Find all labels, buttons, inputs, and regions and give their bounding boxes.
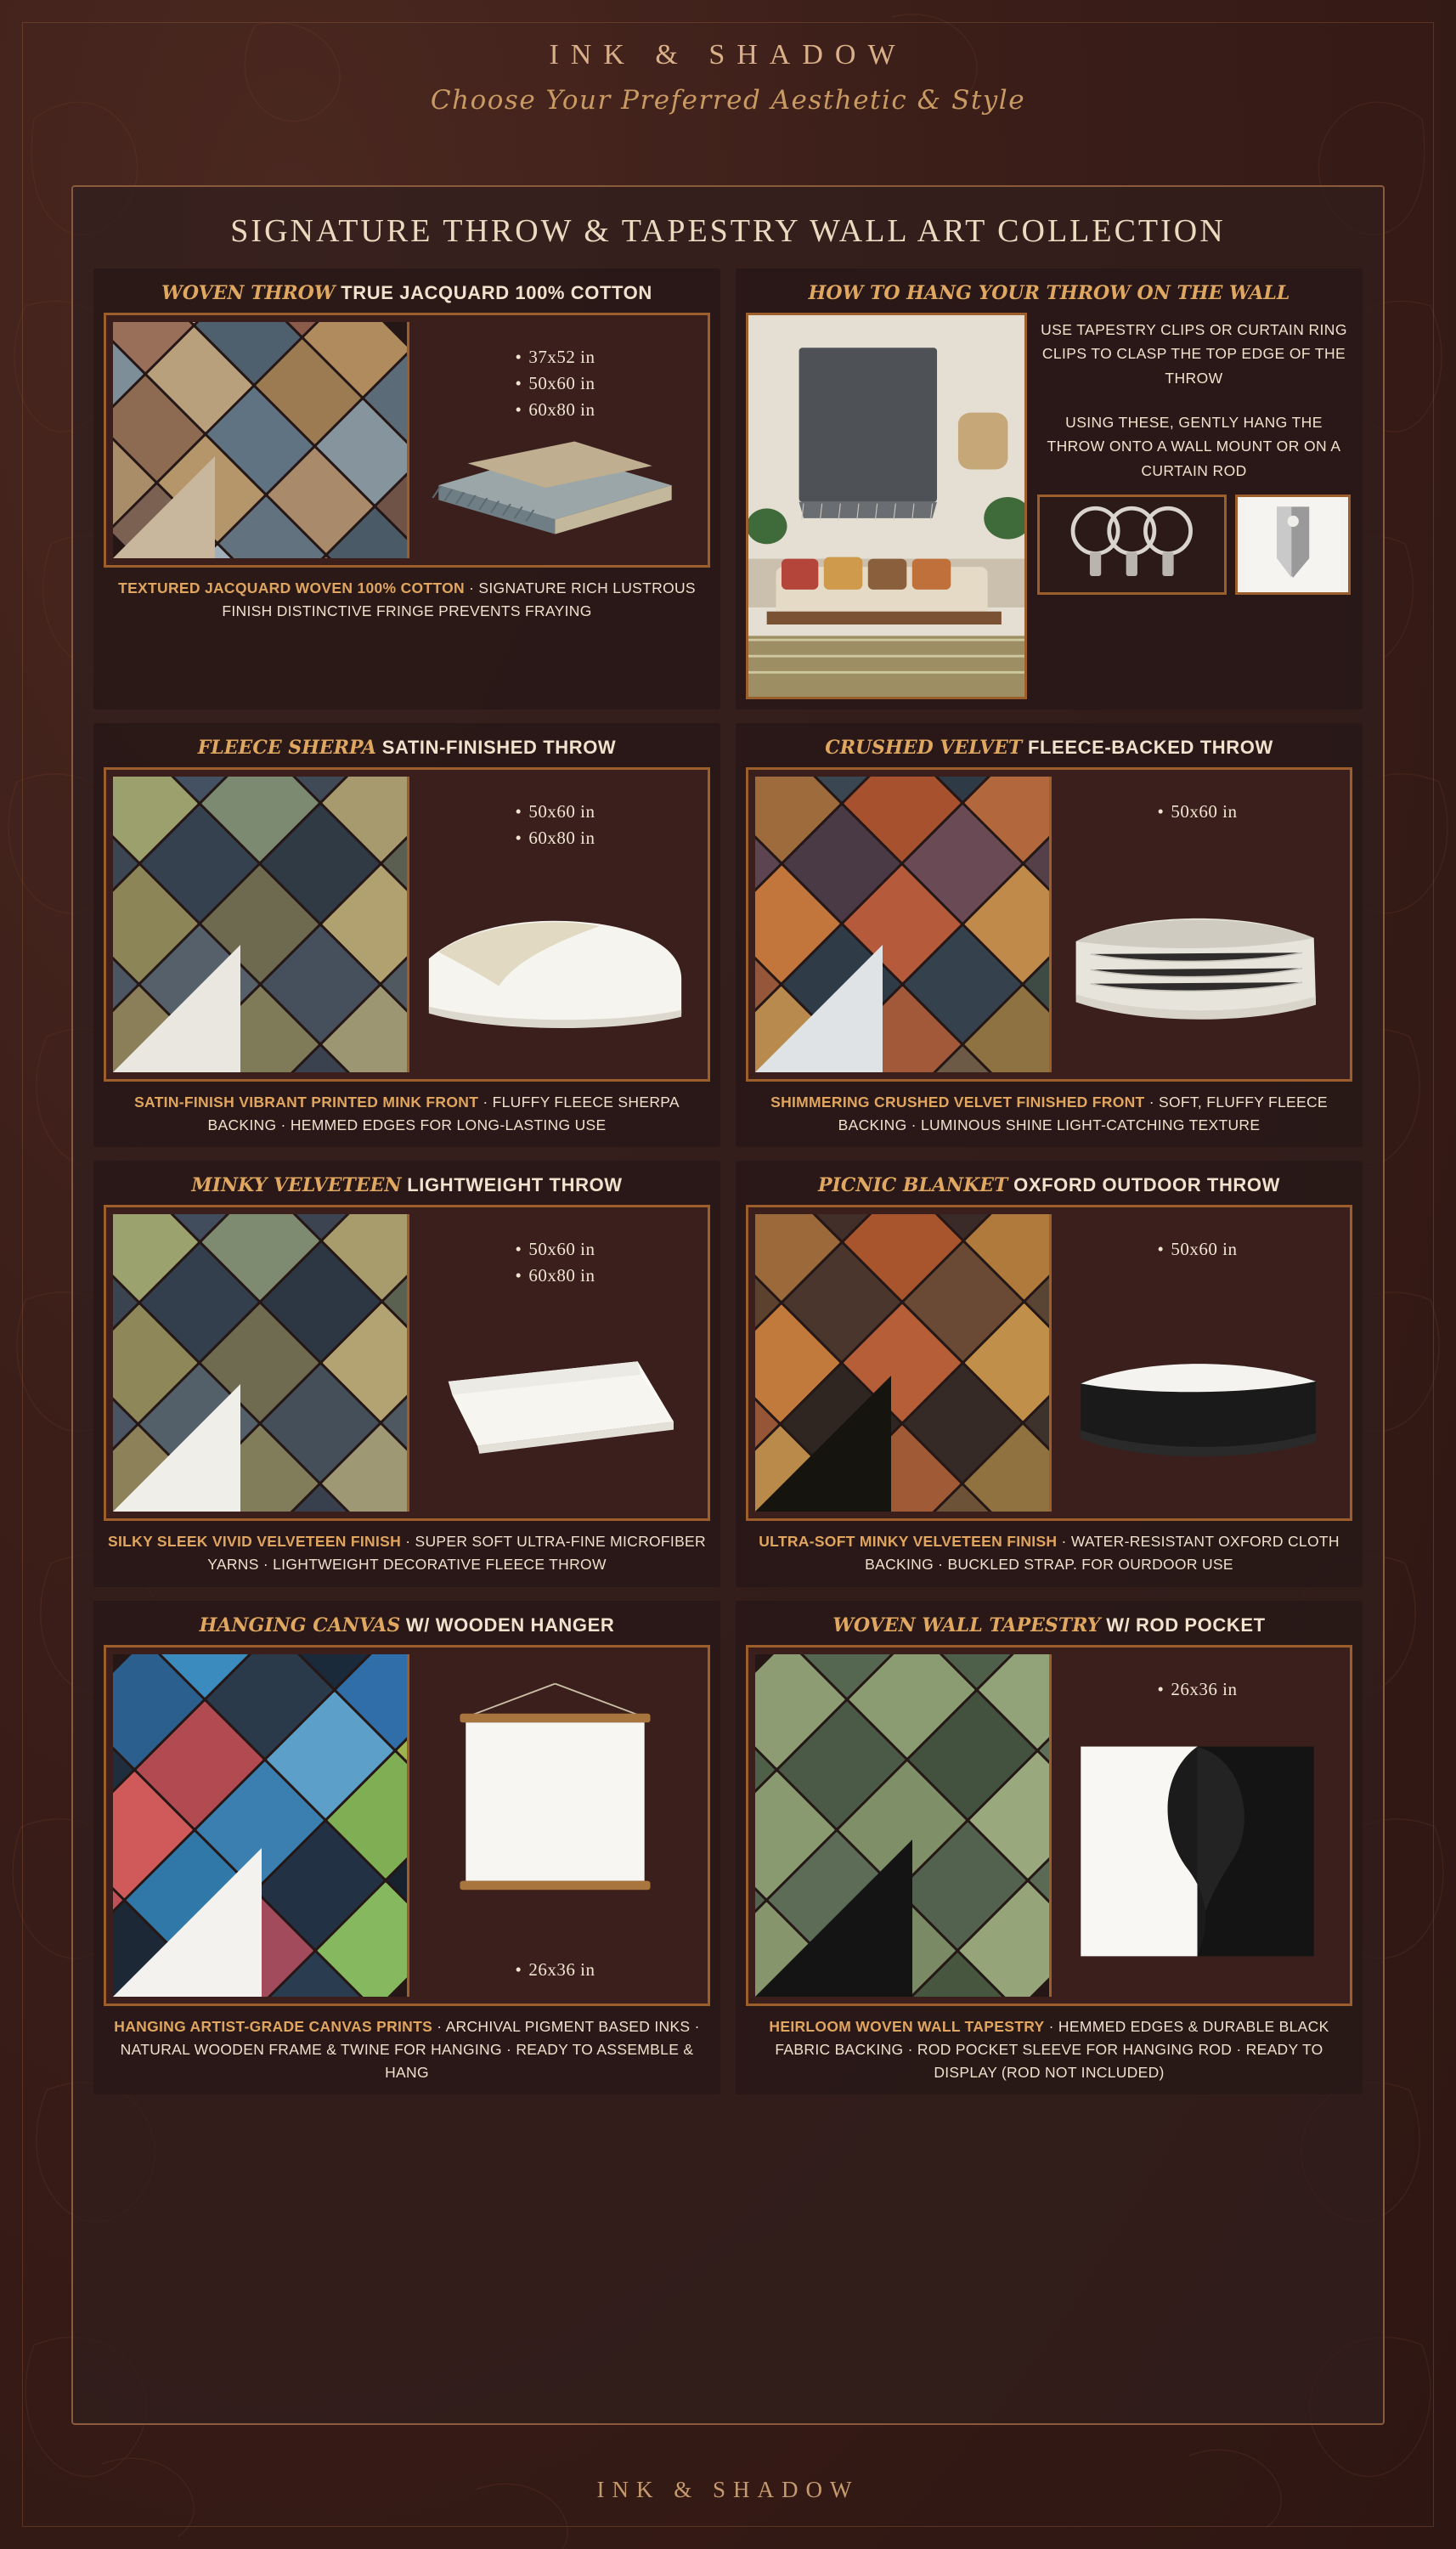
fabric-fold-corner xyxy=(755,1376,891,1512)
product-panel xyxy=(746,1645,1352,2006)
card-title-emphasis: CRUSHED VELVET xyxy=(825,737,1023,759)
product-grid xyxy=(93,268,1363,2094)
card-title-rest: W/ ROD POCKET xyxy=(1106,1614,1266,1636)
card-title xyxy=(104,1609,710,1645)
fabric-fold-corner xyxy=(113,1848,262,1997)
card-hanging-canvas xyxy=(93,1601,720,2094)
tapestry-clip-image xyxy=(1235,495,1351,595)
size-item: • 37x52 in xyxy=(515,347,595,367)
card-caption: HANGING ARTIST-GRADE CANVAS PRINTS · ARCHIVAL PIGMENT BASED INKS · NATURAL WOODEN FRAME & TWINE FOR HANGING · READY TO ASSEMBLE & HANG xyxy=(114,2017,700,2081)
product-panel xyxy=(104,313,710,568)
card-crushed-velvet xyxy=(736,723,1363,1147)
product-swatch-image xyxy=(755,1654,1049,1997)
page-tagline: Choose Your Preferred Aesthetic & Style xyxy=(430,85,1026,116)
size-item: • 60x80 in xyxy=(515,399,595,420)
howto-paragraph-1: USE TAPESTRY CLIPS OR CURTAIN RING CLIPS TO CLASP THE TOP EDGE OF THE THROW xyxy=(1041,321,1347,387)
product-panel xyxy=(104,1205,710,1521)
card-caption: ULTRA-SOFT MINKY VELVETEEN FINISH · WATER-RESISTANT OXFORD CLOTH BACKING · BUCKLED STRAP. FOR OURDOOR USE xyxy=(759,1533,1340,1574)
product-swatch-image xyxy=(113,322,407,558)
folded-minky-illustration xyxy=(409,1321,701,1482)
room-photo xyxy=(746,313,1027,699)
size-item: • 50x60 in xyxy=(1157,801,1238,822)
card-title xyxy=(104,1169,710,1205)
card-title xyxy=(746,1609,1352,1645)
card-title-rest: W/ WOODEN HANGER xyxy=(405,1614,615,1636)
fabric-fold-corner xyxy=(113,1384,240,1512)
product-detail-image xyxy=(1049,1654,1343,1997)
card-woven-throw xyxy=(93,268,720,709)
folded-picnic-illustration xyxy=(1052,1315,1343,1488)
card-caption: TEXTURED JACQUARD WOVEN 100% COTTON · SIGNATURE RICH LUSTROUS FINISH DISTINCTIVE FRINGE PREVENTS FRAYING xyxy=(118,579,696,620)
size-item: • 60x80 in xyxy=(515,828,595,848)
card-title-emphasis: WOVEN WALL TAPESTRY xyxy=(832,1614,1101,1636)
howto-title: HOW TO HANG YOUR THROW ON THE WALL xyxy=(808,282,1290,304)
size-list xyxy=(409,1957,701,1983)
card-title-rest: OXFORD OUTDOOR THROW xyxy=(1013,1174,1280,1196)
size-item: • 50x60 in xyxy=(1157,1239,1238,1260)
size-item: • 60x80 in xyxy=(515,1265,595,1286)
card-caption: SILKY SLEEK VIVID VELVETEEN FINISH · SUPER SOFT ULTRA-FINE MICROFIBER YARNS · LIGHTWEIGHT DECORATIVE FLEECE THROW xyxy=(108,1533,706,1574)
howto-right xyxy=(1036,313,1352,699)
fabric-fold-corner xyxy=(755,945,883,1072)
card-title xyxy=(746,277,1352,313)
product-panel xyxy=(746,767,1352,1082)
page-title: SIGNATURE THROW & TAPESTRY WALL ART COLLECTION xyxy=(230,213,1226,249)
product-detail-image xyxy=(1049,1214,1343,1512)
size-item: • 26x36 in xyxy=(515,1958,595,1980)
size-item: • 50x60 in xyxy=(515,801,595,822)
folded-velvet-illustration xyxy=(1052,871,1343,1054)
howto-body xyxy=(746,313,1352,699)
size-item: • 50x60 in xyxy=(515,1239,595,1260)
product-detail-image xyxy=(1049,777,1343,1072)
collection-sheet xyxy=(71,185,1385,2425)
size-item: • 50x60 in xyxy=(515,373,595,393)
tapestry-backing-illustration xyxy=(1052,1729,1343,1982)
page-header xyxy=(0,39,1456,116)
card-title xyxy=(746,732,1352,767)
card-title-rest: LIGHTWEIGHT THROW xyxy=(407,1174,623,1196)
card-title-emphasis: PICNIC BLANKET xyxy=(817,1174,1008,1197)
folded-sherpa-illustration xyxy=(409,877,701,1054)
brand-title: INK & SHADOW xyxy=(549,39,907,71)
card-title xyxy=(746,1169,1352,1205)
card-title-emphasis: MINKY VELVETEEN xyxy=(191,1174,402,1197)
product-panel xyxy=(104,1645,710,2006)
card-woven-wall-tapestry xyxy=(736,1601,1363,2094)
folded-throw-illustration xyxy=(409,412,701,558)
fabric-fold-corner xyxy=(755,1840,912,1997)
card-title-rest: SATIN-FINISHED THROW xyxy=(381,737,617,758)
fabric-fold-corner xyxy=(113,456,215,558)
card-caption: SHIMMERING CRUSHED VELVET FINISHED FRONT · SOFT, FLUFFY FLEECE BACKING · LUMINOUS SHINE LIGHT-CATCHING TEXTURE xyxy=(770,1094,1328,1134)
size-item: • 26x36 in xyxy=(1157,1678,1238,1699)
card-title-emphasis: FLEECE SHERPA xyxy=(197,737,376,759)
product-detail-image xyxy=(407,777,701,1072)
canvas-hanger-illustration xyxy=(409,1675,701,1921)
howto-paragraph-2: USING THESE, GENTLY HANG THE THROW ONTO A WALL MOUNT OR ON A CURTAIN ROD xyxy=(1047,414,1341,479)
product-swatch-image xyxy=(113,1214,407,1512)
card-fleece-sherpa xyxy=(93,723,720,1147)
product-detail-image xyxy=(407,1214,701,1512)
card-caption: SATIN-FINISH VIBRANT PRINTED MINK FRONT · FLUFFY FLEECE SHERPA BACKING · HEMMED EDGES FOR LONG-LASTING USE xyxy=(134,1094,680,1134)
card-caption: HEIRLOOM WOVEN WALL TAPESTRY · HEMMED EDGES & DURABLE BLACK FABRIC BACKING · ROD POCKET SLEEVE FOR HANGING ROD · READY TO DISPLAY (ROD NOT INCLUDED) xyxy=(769,2017,1329,2081)
product-detail-image xyxy=(407,322,701,558)
card-picnic-blanket xyxy=(736,1161,1363,1586)
card-title-emphasis: HANGING CANVAS xyxy=(199,1614,401,1636)
howto-hardware-images xyxy=(1036,495,1352,595)
card-title-rest: TRUE JACQUARD 100% COTTON xyxy=(341,282,652,303)
size-list xyxy=(409,1236,701,1289)
card-how-to-hang xyxy=(736,268,1363,709)
size-list xyxy=(1052,799,1343,825)
card-title xyxy=(104,732,710,767)
card-title xyxy=(104,277,710,313)
footer-brand: INK & SHADOW xyxy=(596,2477,860,2502)
product-swatch-image xyxy=(755,777,1049,1072)
product-swatch-image xyxy=(113,1654,407,1997)
product-swatch-image xyxy=(113,777,407,1072)
product-detail-image xyxy=(407,1654,701,1997)
size-list xyxy=(1052,1236,1343,1263)
card-title-rest: FLEECE-BACKED THROW xyxy=(1027,737,1273,758)
fabric-fold-corner xyxy=(113,945,240,1072)
card-title-emphasis: WOVEN THROW xyxy=(161,282,336,304)
product-panel xyxy=(746,1205,1352,1521)
product-panel xyxy=(104,767,710,1082)
card-minky-velveteen xyxy=(93,1161,720,1586)
size-list xyxy=(409,799,701,851)
product-swatch-image xyxy=(755,1214,1049,1512)
curtain-ring-clips-image xyxy=(1037,495,1227,595)
size-list xyxy=(1052,1676,1343,1703)
